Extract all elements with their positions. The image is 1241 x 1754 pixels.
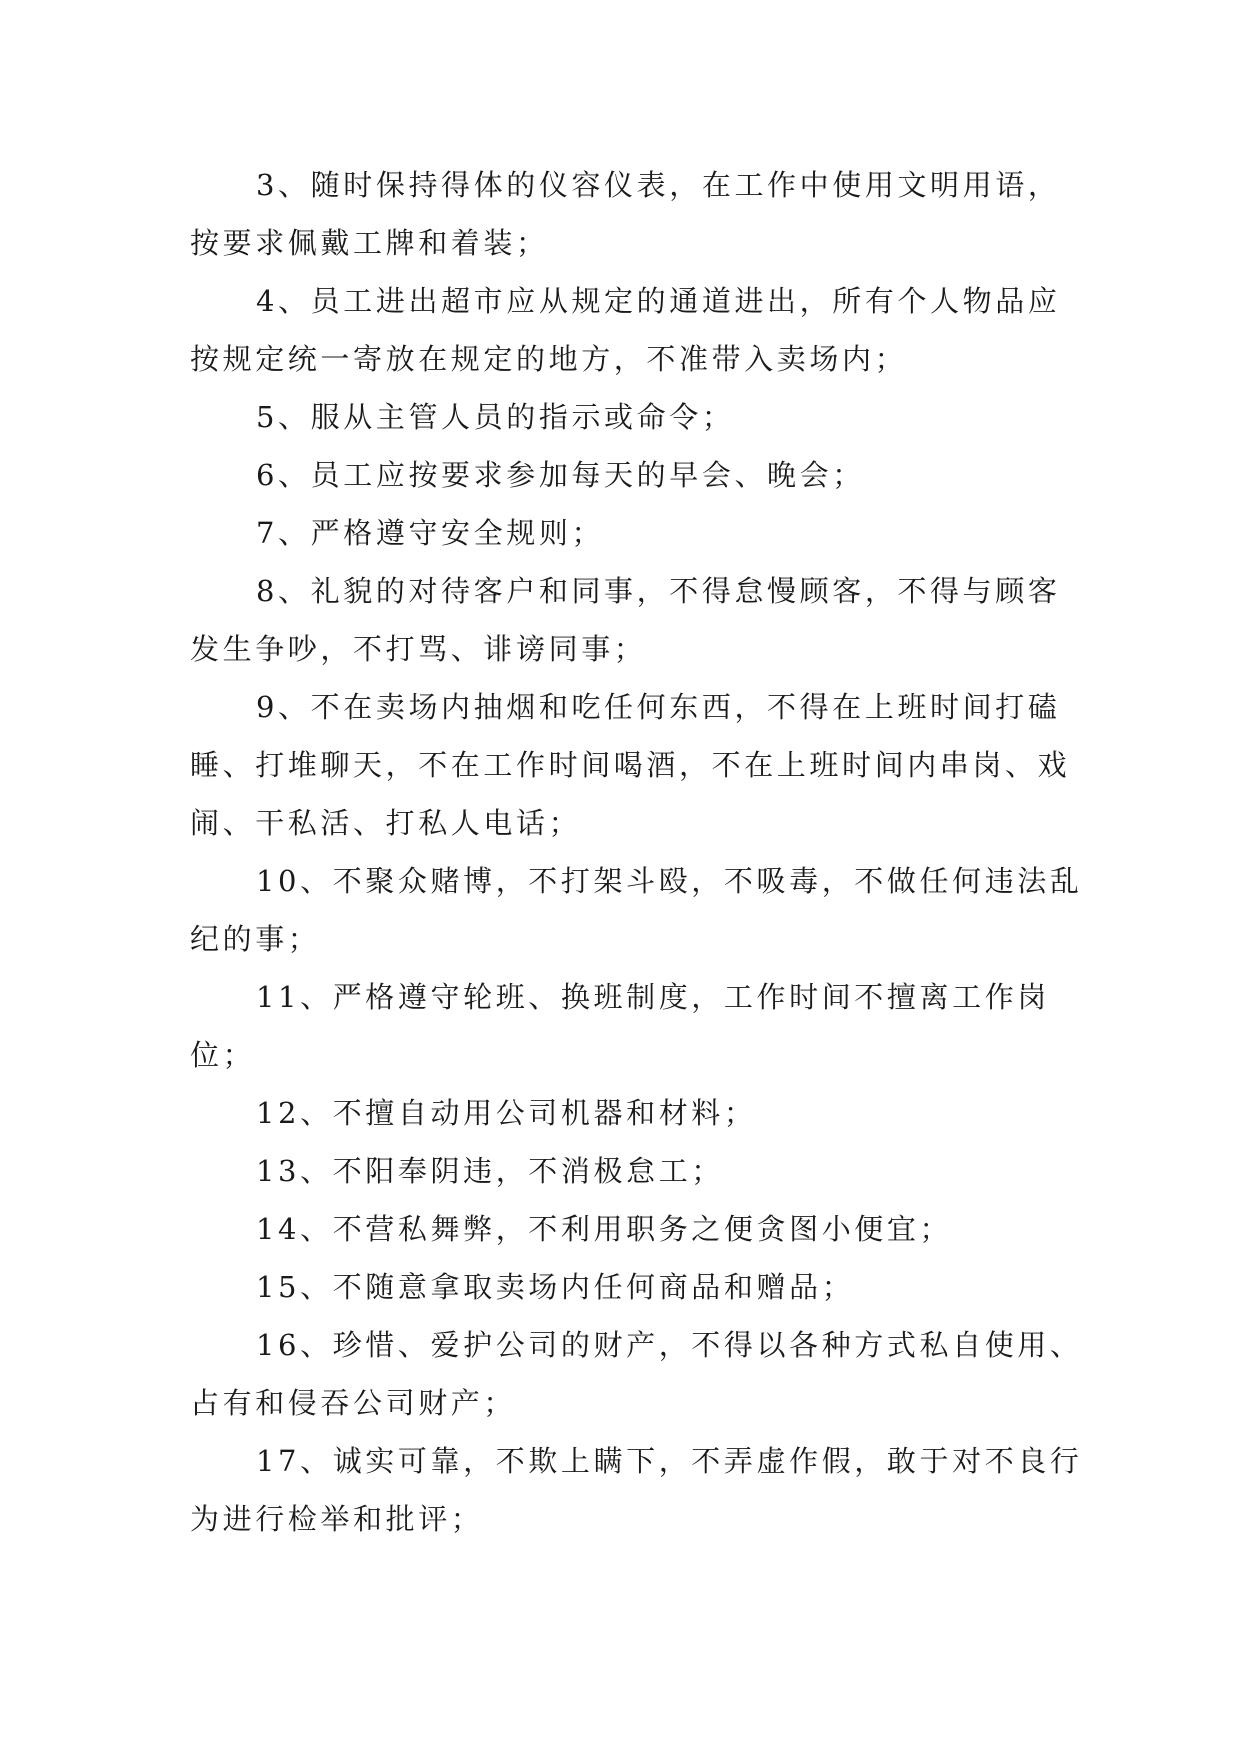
rule-item-17: 17、诚实可靠，不欺上瞒下，不弄虚作假，敢于对不良行为进行检举和批评； [190,1444,1083,1536]
rule-item-7: 7、严格遵守安全规则； [256,516,605,550]
rule-item-14: 14、不营私舞弊，不利用职务之便贪图小便宜； [256,1212,953,1246]
rule-item-16: 16、珍惜、爱护公司的财产，不得以各种方式私自使用、占有和侵吞公司财产； [190,1328,1083,1420]
rule-item-4: 4、员工进出超市应从规定的通道进出，所有个人物品应按规定统一寄放在规定的地方，不准带入卖场内； [190,284,1061,376]
rule-item-9: 9、不在卖场内抽烟和吃任何东西，不得在上班时间打磕睡、打堆聊天，不在工作时间喝酒，不在上班时间内串岗、戏闹、干私活、打私人电话； [190,690,1071,840]
rule-item-3: 3、随时保持得体的仪容仪表，在工作中使用文明用语，按要求佩戴工牌和着装； [190,168,1061,260]
rule-item-5: 5、服从主管人员的指示或命令； [256,400,735,434]
rule-item-12: 12、不擅自动用公司机器和材料； [256,1096,757,1130]
rule-item-10: 10、不聚众赌博，不打架斗殴，不吸毒，不做任何违法乱纪的事； [190,864,1083,956]
rule-item-15: 15、不随意拿取卖场内任何商品和赠品； [256,1270,855,1304]
rules-list [190,156,1090,1548]
rule-item-8: 8、礼貌的对待客户和同事，不得怠慢顾客，不得与顾客发生争吵，不打骂、诽谤同事； [190,574,1061,666]
rule-item-13: 13、不阳奉阴违，不消极怠工； [256,1154,724,1188]
rule-item-11: 11、严格遵守轮班、换班制度，工作时间不擅离工作岗位； [190,980,1050,1072]
rule-item-6: 6、员工应按要求参加每天的早会、晚会； [256,458,865,492]
